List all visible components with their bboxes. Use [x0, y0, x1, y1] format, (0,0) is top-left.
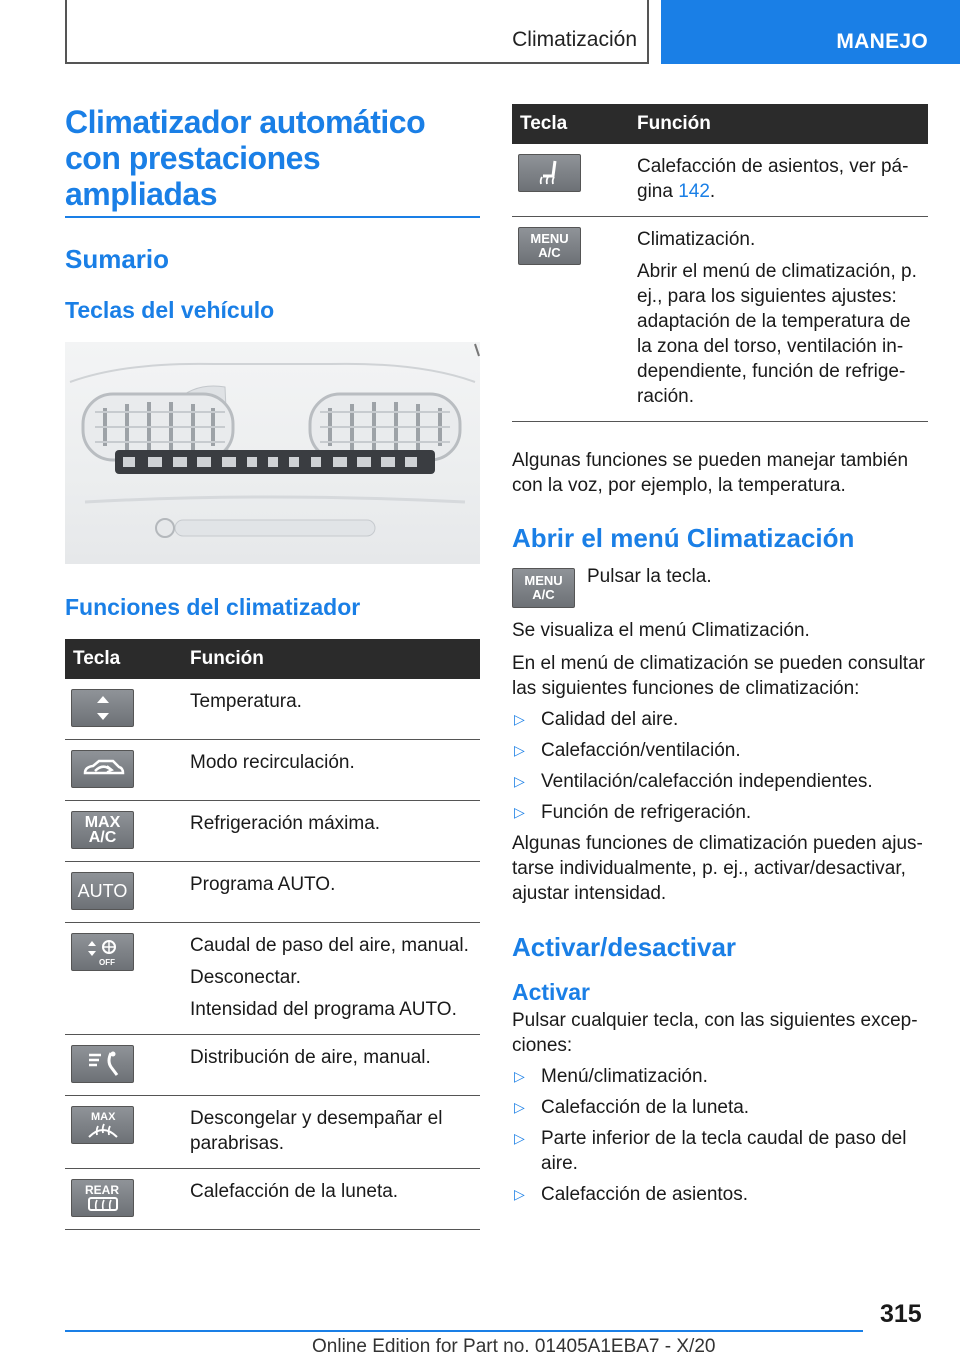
climate-panel-photo [65, 342, 480, 564]
title-rule [65, 216, 480, 218]
menu-functions-list [512, 707, 928, 825]
list-item: ▷ Calefacción de la luneta. [512, 1095, 928, 1120]
climate-panel-illustration [65, 342, 480, 564]
column-key: Tecla [65, 639, 182, 679]
table-row: Temperatura. [65, 679, 480, 740]
table-row: MAX A/C Refrigeración máxima. [65, 801, 480, 862]
table-row: Modo recirculación. [65, 740, 480, 801]
list-item: ▷ Calidad del aire. [512, 707, 928, 732]
column-function: Función [629, 104, 928, 144]
table-row: Calefacción de asientos, ver pá‐ gina 142. [512, 144, 928, 217]
individual-settings-text: Algunas funciones de climatización pueden ajus‐ tarse individualmente, p. ej., activar/desactivar, ajustar intensidad. [512, 833, 923, 904]
edition-text: Online Edition for Part no. 01405A1EBA7 - X/20 [312, 1336, 716, 1357]
functions-heading: Funciones del climatizador [65, 594, 361, 620]
max-defrost-icon [71, 1106, 134, 1144]
press-key-text: Pulsar la tecla. [587, 566, 712, 587]
list-item: ▷ Parte inferior de la tecla caudal de paso del aire. [512, 1126, 928, 1176]
table-header-row [65, 639, 480, 679]
max-ac-key: MAX A/C [71, 811, 134, 849]
voice-control-paragraph: Algunas funciones se pueden manejar también con la voz, por ejemplo, la temperatura. [512, 450, 909, 496]
temperature-arrows-icon [71, 689, 134, 727]
list-item: ▷ Calefacción de asientos. [512, 1182, 928, 1207]
press-key-row [512, 568, 928, 608]
section-title: Climatización [512, 28, 637, 51]
activate-text: Pulsar cualquier tecla, con las siguientes excep‐ ciones: [512, 1010, 918, 1056]
footer-rule [65, 1330, 863, 1332]
vehicle-keys-heading: Teclas del vehículo [65, 297, 275, 323]
menu-ac-key: MENU A/C [518, 227, 581, 265]
right-column [512, 104, 928, 1213]
menu-functions-intro: En el menú de climatización se pueden consultar las siguientes funciones de climatización: [512, 653, 925, 699]
chapter-label: MANEJO [836, 30, 928, 53]
chapter-tab[interactable] [661, 0, 960, 64]
svg-text:REAR: REAR [84, 1183, 119, 1197]
list-item: ▷ Función de refrigeración. [512, 800, 928, 825]
column-function: Función [182, 639, 480, 679]
functions-table-continued [512, 104, 928, 422]
fan-off-icon [71, 933, 134, 971]
table-row: MAX Descongelar y desempañar el parabrisas. [65, 1096, 480, 1169]
table-row: MENU A/C Climatización. Abrir el menú de climatización, p. ej., para los siguientes ajustes: adaptación de la temperatura de la zona del torso, ventilación in‐ dependiente, función de refrige‐ ración. [512, 217, 928, 422]
seat-heating-icon [518, 154, 581, 192]
activate-subheading: Activar [512, 979, 590, 1005]
rear-window-heat-icon [71, 1179, 134, 1217]
menu-displayed-text: Se visualiza el menú Climatización. [512, 620, 810, 641]
functions-table [65, 639, 480, 1230]
page-link-142[interactable]: 142 [678, 181, 710, 202]
recirculation-car-icon [71, 750, 134, 788]
column-key: Tecla [512, 104, 629, 144]
menu-ac-key: MENU A/C [512, 568, 575, 608]
svg-text:MAX: MAX [90, 1111, 115, 1123]
air-distribution-icon [71, 1045, 134, 1083]
summary-heading: Sumario [65, 244, 170, 274]
table-header-row [512, 104, 928, 144]
table-row: OFF Caudal de paso del aire, manual. Desconectar. Intensidad del programa AUTO. [65, 923, 480, 1035]
table-row: AUTO Programa AUTO. [65, 862, 480, 923]
activate-deactivate-heading: Activar/desactivar [512, 932, 737, 962]
page-title: Climatizador automático con prestaciones ampliadas [65, 104, 426, 212]
table-row: REAR Calefacción de la luneta. [65, 1169, 480, 1230]
left-column [65, 104, 480, 1230]
list-item: ▷ Menú/climatización. [512, 1064, 928, 1089]
list-item: ▷ Calefacción/ventilación. [512, 738, 928, 763]
list-item: ▷ Ventilación/calefacción independientes. [512, 769, 928, 794]
svg-text:OFF: OFF [98, 958, 115, 967]
table-row: Distribución de aire, manual. [65, 1035, 480, 1096]
page-number: 315 [880, 1300, 922, 1328]
open-menu-heading: Abrir el menú Climatización [512, 523, 855, 553]
auto-key: AUTO [71, 872, 134, 910]
header-box [65, 0, 649, 64]
exceptions-list [512, 1064, 928, 1207]
